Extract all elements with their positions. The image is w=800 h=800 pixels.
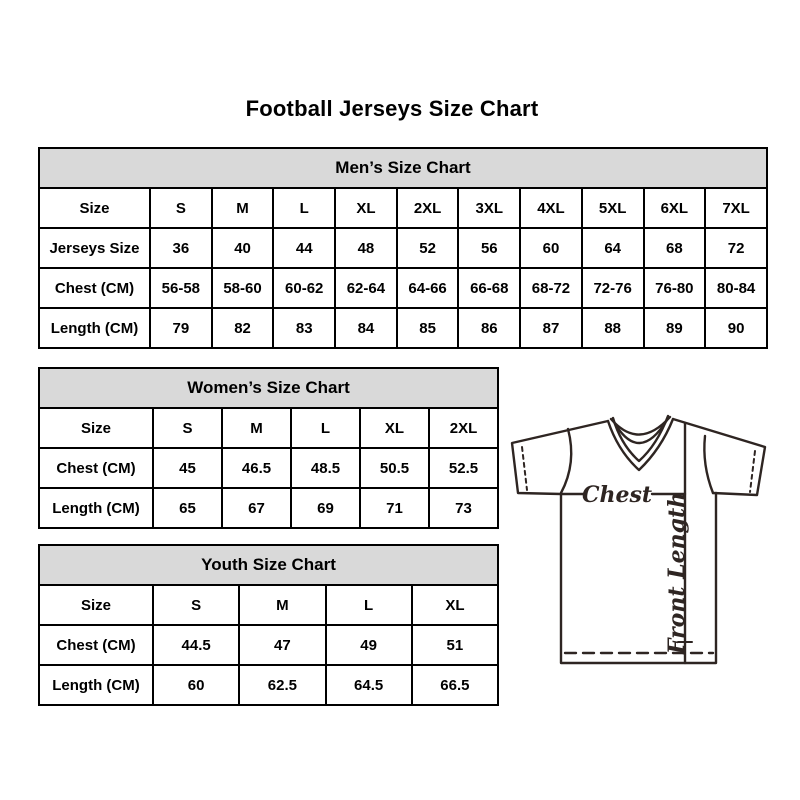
mens-size-table	[38, 147, 768, 349]
size-table	[38, 367, 499, 529]
table-title: Youth Size Chart	[39, 545, 498, 585]
value-cell: 51	[412, 625, 498, 665]
value-cell: 67	[222, 488, 291, 528]
jersey-measurement-diagram	[500, 403, 785, 673]
value-cell: 87	[520, 308, 582, 348]
row-label-cell: Length (CM)	[39, 665, 153, 705]
table-row	[39, 585, 498, 625]
jersey-right-cuff-dashed-line	[750, 451, 755, 492]
table-title: Women’s Size Chart	[39, 368, 498, 408]
value-cell: 48	[335, 228, 397, 268]
value-cell: XL	[360, 408, 429, 448]
value-cell: S	[150, 188, 212, 228]
value-cell: M	[222, 408, 291, 448]
row-label-cell: Size	[39, 408, 153, 448]
value-cell: 72-76	[582, 268, 644, 308]
jersey-left-seam	[561, 429, 571, 493]
value-cell: 64	[582, 228, 644, 268]
value-cell: 62-64	[335, 268, 397, 308]
table-row	[39, 488, 498, 528]
row-label-cell: Size	[39, 585, 153, 625]
value-cell: 40	[212, 228, 274, 268]
value-cell: 71	[360, 488, 429, 528]
value-cell: 90	[705, 308, 767, 348]
value-cell: 82	[212, 308, 274, 348]
value-cell: XL	[335, 188, 397, 228]
row-label-cell: Size	[39, 188, 150, 228]
value-cell: 60	[520, 228, 582, 268]
value-cell: 3XL	[458, 188, 520, 228]
value-cell: 88	[582, 308, 644, 348]
value-cell: 36	[150, 228, 212, 268]
value-cell: 45	[153, 448, 222, 488]
value-cell: 85	[397, 308, 459, 348]
value-cell: 68-72	[520, 268, 582, 308]
jersey-left-cuff-dashed-line	[522, 447, 527, 490]
chest-label: Chest	[581, 482, 653, 508]
value-cell: 76-80	[644, 268, 706, 308]
size-table	[38, 147, 768, 349]
value-cell: 46.5	[222, 448, 291, 488]
value-cell: 2XL	[429, 408, 498, 448]
value-cell: 58-60	[212, 268, 274, 308]
row-label-cell: Jerseys Size	[39, 228, 150, 268]
table-row	[39, 268, 767, 308]
row-label-cell: Chest (CM)	[39, 268, 150, 308]
value-cell: 89	[644, 308, 706, 348]
value-cell: 52	[397, 228, 459, 268]
value-cell: 62.5	[239, 665, 325, 705]
size-table	[38, 544, 499, 706]
womens-size-table	[38, 367, 499, 529]
jersey-outline-icon	[500, 403, 785, 673]
youth-size-table	[38, 544, 499, 706]
table-row	[39, 308, 767, 348]
value-cell: 50.5	[360, 448, 429, 488]
value-cell: 52.5	[429, 448, 498, 488]
front-length-label: Front Length	[664, 491, 690, 655]
value-cell: 66-68	[458, 268, 520, 308]
value-cell: 44	[273, 228, 335, 268]
value-cell: 64-66	[397, 268, 459, 308]
value-cell: 86	[458, 308, 520, 348]
value-cell: 79	[150, 308, 212, 348]
value-cell: 47	[239, 625, 325, 665]
value-cell: 5XL	[582, 188, 644, 228]
value-cell: 48.5	[291, 448, 360, 488]
table-row	[39, 228, 767, 268]
value-cell: 7XL	[705, 188, 767, 228]
table-row	[39, 188, 767, 228]
value-cell: 64.5	[326, 665, 412, 705]
value-cell: 83	[273, 308, 335, 348]
value-cell: 60	[153, 665, 239, 705]
value-cell: 4XL	[520, 188, 582, 228]
value-cell: 56	[458, 228, 520, 268]
table-row	[39, 665, 498, 705]
value-cell: M	[212, 188, 274, 228]
value-cell: 44.5	[153, 625, 239, 665]
value-cell: 72	[705, 228, 767, 268]
value-cell: XL	[412, 585, 498, 625]
row-label-cell: Chest (CM)	[39, 448, 153, 488]
value-cell: 68	[644, 228, 706, 268]
row-label-cell: Length (CM)	[39, 308, 150, 348]
value-cell: L	[326, 585, 412, 625]
value-cell: S	[153, 585, 239, 625]
value-cell: L	[273, 188, 335, 228]
jersey-body	[561, 493, 716, 663]
value-cell: L	[291, 408, 360, 448]
jersey-collar-inner	[613, 416, 668, 461]
row-label-cell: Chest (CM)	[39, 625, 153, 665]
row-label-cell: Length (CM)	[39, 488, 153, 528]
value-cell: 60-62	[273, 268, 335, 308]
value-cell: 56-58	[150, 268, 212, 308]
value-cell: M	[239, 585, 325, 625]
value-cell: 73	[429, 488, 498, 528]
value-cell: 69	[291, 488, 360, 528]
table-row	[39, 625, 498, 665]
jersey-right-seam	[704, 436, 713, 493]
page-title: Football Jerseys Size Chart	[245, 96, 539, 121]
value-cell: 66.5	[412, 665, 498, 705]
value-cell: 80-84	[705, 268, 767, 308]
value-cell: 49	[326, 625, 412, 665]
table-row	[39, 408, 498, 448]
value-cell: S	[153, 408, 222, 448]
table-title: Men’s Size Chart	[39, 148, 767, 188]
table-row	[39, 448, 498, 488]
value-cell: 65	[153, 488, 222, 528]
value-cell: 2XL	[397, 188, 459, 228]
value-cell: 6XL	[644, 188, 706, 228]
value-cell: 84	[335, 308, 397, 348]
